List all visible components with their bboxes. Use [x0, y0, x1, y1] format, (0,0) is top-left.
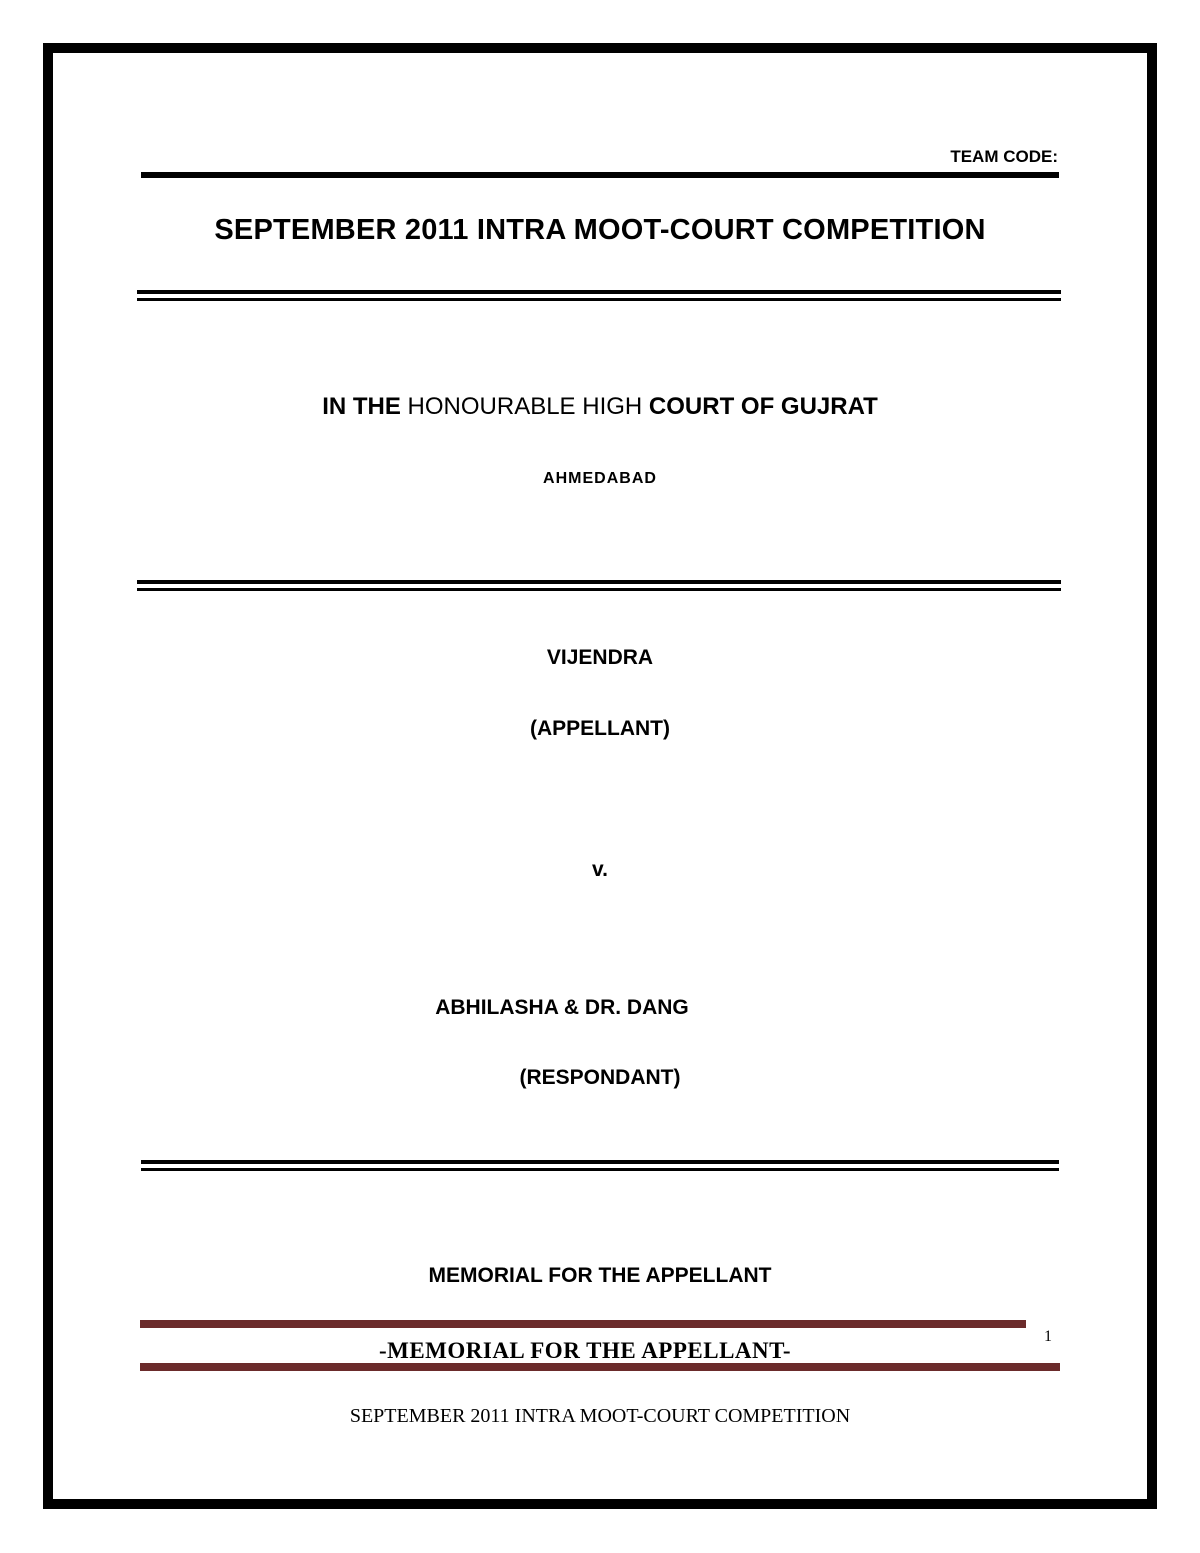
appellant-name: VIJENDRA — [546, 646, 654, 669]
double-rule-top — [137, 290, 1061, 301]
footer-competition: SEPTEMBER 2011 INTRA MOOT-COURT COMPETITION — [349, 1405, 851, 1427]
header-rule — [141, 172, 1059, 178]
page-title: SEPTEMBER 2011 INTRA MOOT-COURT COMPETITION — [214, 214, 986, 246]
court-city: AHMEDABAD — [543, 470, 657, 487]
appellant-role: (APPELLANT) — [530, 717, 670, 740]
court-heading-part2: HONOURABLE — [407, 393, 576, 420]
versus-label: v. — [592, 858, 608, 881]
page-border — [43, 43, 1157, 1509]
court-heading-part1: IN THE — [322, 393, 401, 420]
court-heading-part3: HIGH — [582, 393, 643, 420]
page-number: 1 — [1044, 1328, 1052, 1345]
footer-memorial-label: -MEMORIAL FOR THE APPELLANT- — [378, 1338, 792, 1363]
double-rule-middle — [137, 580, 1061, 591]
court-heading — [0, 393, 1200, 421]
double-rule-bottom — [141, 1160, 1059, 1171]
respondent-role: (RESPONDANT) — [519, 1066, 681, 1089]
respondent-name: ABHILASHA & DR. DANG — [435, 996, 689, 1019]
court-heading-part4: COURT OF GUJRAT — [648, 393, 878, 420]
footer-bar-bottom — [140, 1363, 1060, 1371]
team-code-label: TEAM CODE: — [950, 147, 1058, 166]
memorial-heading: MEMORIAL FOR THE APPELLANT — [428, 1264, 772, 1287]
footer-bar-top — [140, 1320, 1026, 1328]
